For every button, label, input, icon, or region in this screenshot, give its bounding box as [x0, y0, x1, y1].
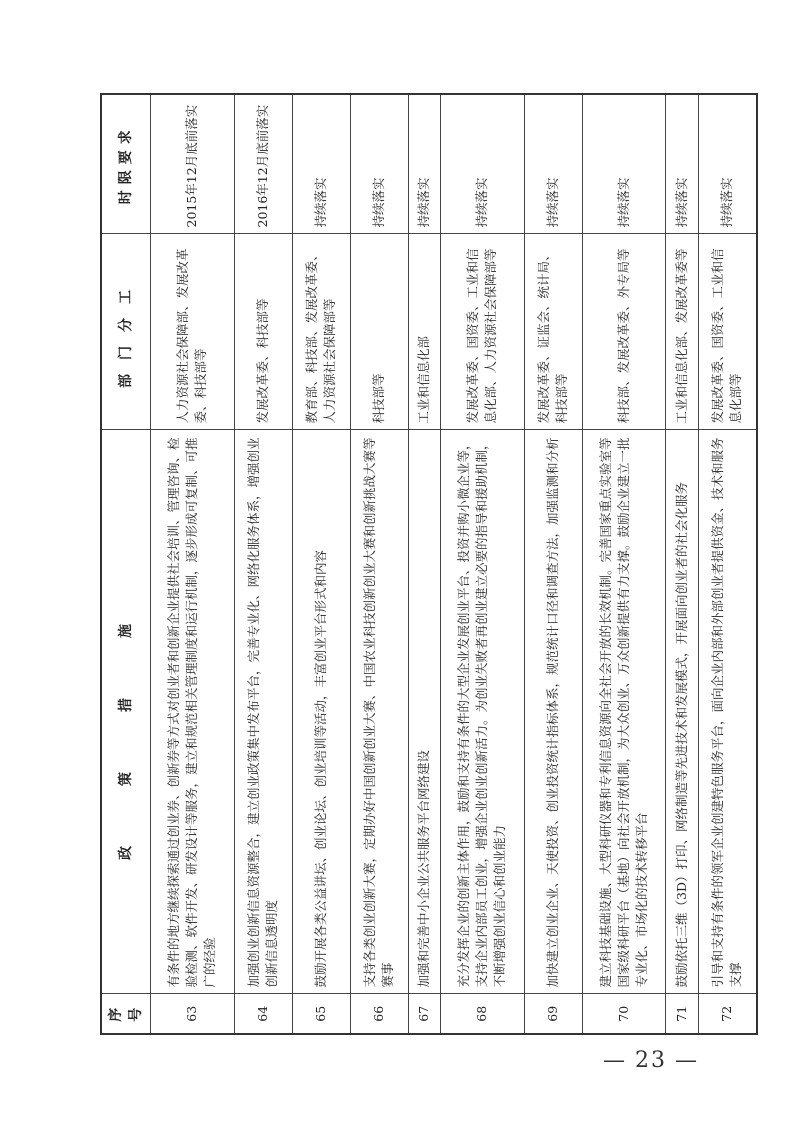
cell-dept: 发展改革委、国资委、工业和信息化部等 [698, 234, 757, 430]
header-time: 时限要求 [101, 94, 151, 234]
cell-dept: 人力资源社会保障部、发展改革委、科技部等 [151, 234, 235, 430]
cell-dept: 发展改革委、国资委、工业和信息化部、人力资源社会保障部等 [441, 234, 525, 430]
cell-dept: 发展改革委、科技部等 [234, 234, 292, 430]
cell-time: 持续落实 [698, 94, 757, 234]
cell-measure: 鼓励开展各类公益讲坛、创业论坛、创业培训等活动，丰富创业平台形式和内容 [292, 430, 350, 994]
page-number-dash-left: — [603, 1048, 627, 1073]
cell-time: 持续落实 [524, 94, 582, 234]
page-number [595, 1048, 707, 1073]
table-row [151, 94, 235, 1034]
cell-time: 持续落实 [582, 94, 666, 234]
cell-time: 2016年12月底前落实 [234, 94, 292, 234]
page-number-value: 23 [635, 1048, 667, 1073]
cell-seq: 70 [582, 994, 666, 1034]
table-row [666, 94, 699, 1034]
cell-dept: 科技部、发展改革委、外专局等 [582, 234, 666, 430]
cell-dept: 科技部等 [350, 234, 408, 430]
cell-seq: 66 [350, 994, 408, 1034]
policy-measures-table [100, 93, 758, 1035]
cell-time: 持续落实 [408, 94, 441, 234]
cell-measure: 加快建立创业企业、天使投资、创业投资统计指标体系，规范统计口径和调查方法，加强监测和分析 [524, 430, 582, 994]
table-row [441, 94, 525, 1034]
cell-measure: 加强创业创新信息资源整合，建立创业政策集中发布平台，完善专业化、网络化服务体系，增强创业创新信息透明度 [234, 430, 292, 994]
table-row [292, 94, 350, 1034]
cell-time: 持续落实 [292, 94, 350, 234]
cell-measure: 充分发挥企业的创新主体作用，鼓励和支持有条件的大型企业发展创业平台、投资并购小微企业等，支持企业内部员工创业，增强企业创业创新活力。为创业失败者再创业建立必要的指导和援助机制，不断增强创业信心和创业能力 [441, 430, 525, 994]
page-number-dash-right: — [675, 1048, 699, 1073]
cell-dept: 工业和信息化部、发展改革委等 [666, 234, 699, 430]
table-row [524, 94, 582, 1034]
cell-time: 持续落实 [666, 94, 699, 234]
cell-measure: 有条件的地方继续探索通过创业券、创新券等方式对创业者和创新企业提供社会培训、管理咨询、检验检测、软件开发、研发设计等服务，建立和规范相关管理制度和运行机制，逐步形成可复制、可推广的经验 [151, 430, 235, 994]
cell-time: 持续落实 [441, 94, 525, 234]
table-row [350, 94, 408, 1034]
header-seq: 序号 [101, 994, 151, 1034]
table-row [408, 94, 441, 1034]
cell-time: 2015年12月底前落实 [151, 94, 235, 234]
cell-time: 持续落实 [350, 94, 408, 234]
cell-measure: 加强和完善中小企业公共服务平台网络建设 [408, 430, 441, 994]
cell-seq: 63 [151, 994, 235, 1034]
cell-measure: 引导和支持有条件的领军企业创建特色服务平台，面向企业内部和外部创业者提供资金、技术和服务支撑 [698, 430, 757, 994]
table-header-row [101, 94, 151, 1034]
rotated-document-page [100, 95, 758, 1035]
cell-seq: 72 [698, 994, 757, 1034]
cell-measure: 支持各类创业创新大赛，定期办好中国创新创业大赛、中国农业科技创新创业大赛和创新挑战大赛等赛事 [350, 430, 408, 994]
cell-seq: 71 [666, 994, 699, 1034]
cell-dept: 工业和信息化部 [408, 234, 441, 430]
table-row [234, 94, 292, 1034]
table-row [698, 94, 757, 1034]
cell-dept: 教育部、科技部、发展改革委、人力资源社会保障部等 [292, 234, 350, 430]
cell-measure: 鼓励依托三维（3D）打印、网络制造等先进技术和发展模式，开展面向创业者的社会化服务 [666, 430, 699, 994]
cell-seq: 68 [441, 994, 525, 1034]
cell-seq: 69 [524, 994, 582, 1034]
table-row [582, 94, 666, 1034]
header-measure: 政策措施 [101, 430, 151, 994]
cell-measure: 建立科技基础设施、大型科研仪器和专利信息资源向全社会开放的长效机制。完善国家重点实验室等国家级科研平台（基地）向社会开放机制，为大众创业、万众创新提供有力支撑。鼓励企业建立一批专业化、市场化的技术转移平台 [582, 430, 666, 994]
cell-seq: 65 [292, 994, 350, 1034]
cell-seq: 64 [234, 994, 292, 1034]
cell-seq: 67 [408, 994, 441, 1034]
cell-dept: 发展改革委、证监会、统计局、科技部等 [524, 234, 582, 430]
header-dept: 部门分工 [101, 234, 151, 430]
